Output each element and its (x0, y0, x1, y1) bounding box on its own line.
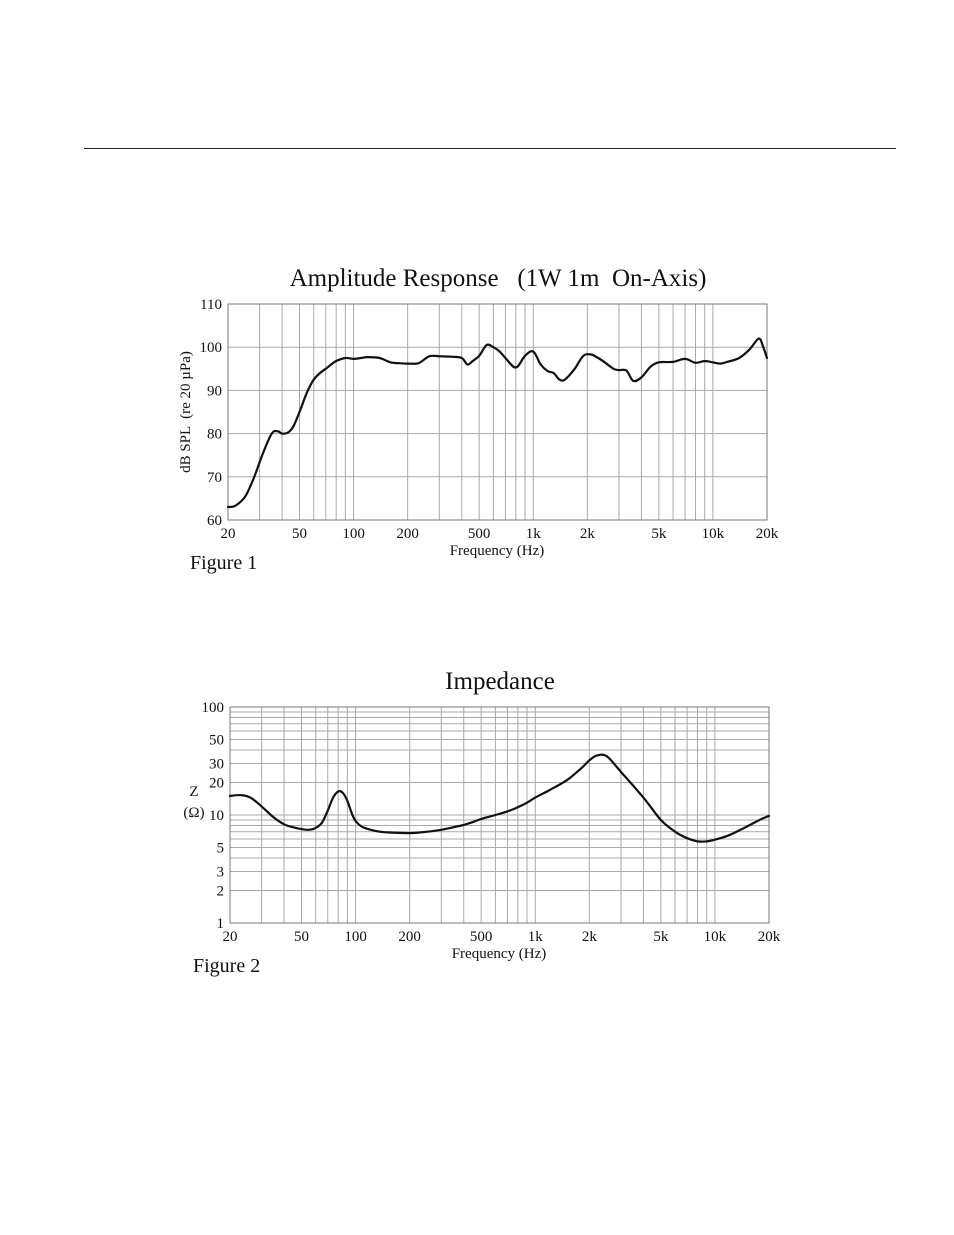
y-tick-label: 100 (199, 340, 222, 357)
x-tick-label: 10k (703, 929, 727, 945)
y-tick-label: 80 (207, 426, 222, 443)
x-tick-label: 5k (653, 929, 669, 945)
x-tick-label: 20k (757, 929, 781, 945)
impedance-curve (230, 755, 769, 842)
x-tick-label: 50 (291, 526, 307, 542)
y-axis-label: dB SPL (re 20 µPa) (178, 351, 194, 473)
x-tick-label: 50 (293, 929, 309, 945)
x-tick-label: 1k (525, 526, 541, 542)
x-tick-label: 20 (222, 929, 238, 945)
figure-caption: Figure 1 (190, 552, 258, 574)
y-tick-label: 5 (216, 840, 224, 857)
y-tick-label: 2 (216, 883, 224, 900)
y-tick-label: 60 (207, 513, 222, 529)
y-tick-label: 70 (207, 469, 222, 486)
y-tick-label: 90 (207, 383, 222, 400)
x-tick-label: 2k (581, 929, 597, 945)
chart-title: Impedance (445, 668, 555, 695)
y-tick-label: 110 (200, 297, 222, 313)
x-tick-label: 200 (396, 526, 419, 542)
x-tick-label: 100 (344, 929, 367, 945)
grid (230, 707, 769, 923)
x-tick-label: 20 (220, 526, 236, 542)
y-tick-label: 3 (216, 864, 224, 881)
x-tick-label: 200 (398, 929, 421, 945)
x-tick-label: 10k (701, 526, 725, 542)
x-tick-label: 1k (527, 929, 543, 945)
x-tick-label: 5k (651, 526, 667, 542)
x-tick-label: 500 (467, 526, 491, 542)
x-tick-label: 2k (579, 526, 595, 542)
y-tick-label: 50 (209, 732, 224, 749)
y-axis-label: Z (189, 784, 199, 800)
x-tick-label: 20k (755, 526, 779, 542)
y-tick-label: 30 (209, 756, 224, 773)
x-tick-label: 500 (469, 929, 493, 945)
y-tick-label: 100 (201, 700, 224, 716)
x-axis-label: Frequency (Hz) (449, 543, 545, 559)
figure-caption: Figure 2 (193, 955, 261, 977)
y-tick-labels (202, 700, 225, 932)
x-tick-labels (223, 929, 781, 945)
chart-title: Amplitude Response (1W 1m On-Axis) (289, 265, 707, 292)
x-axis-label: Frequency (Hz) (451, 946, 547, 962)
y-tick-label: 10 (209, 808, 224, 824)
y-tick-label: 1 (216, 916, 224, 932)
x-tick-label: 100 (342, 526, 365, 542)
y-axis-unit: (Ω) (183, 805, 205, 821)
y-tick-label: 20 (209, 775, 224, 792)
